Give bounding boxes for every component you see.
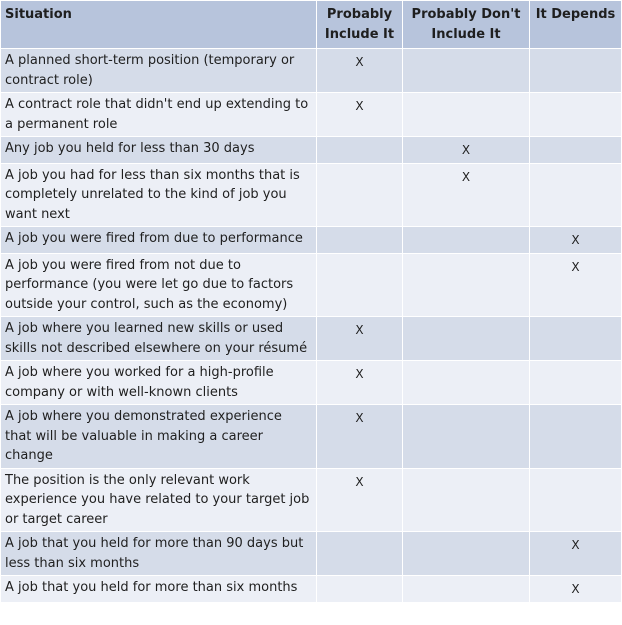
table-row [1,361,622,405]
dont-include-mark-cell: X [403,163,530,227]
situation-cell: A job you were fired from due to performance [1,227,317,254]
situation-cell: A contract role that didn't end up extending to a permanent role [1,93,317,137]
include-mark-cell [317,532,403,576]
depends-mark-cell [530,49,622,93]
table-row [1,405,622,469]
situation-cell: A job that you held for more than six months [1,576,317,603]
table-row [1,253,622,317]
header-situation: Situation [1,1,317,49]
situation-cell: A job where you demonstrated experience that will be valuable in making a career change [1,405,317,469]
dont-include-mark-cell [403,576,530,603]
include-mark-cell: X [317,405,403,469]
depends-mark-cell [530,361,622,405]
dont-include-mark-cell [403,227,530,254]
table-row [1,137,622,164]
depends-mark-cell [530,163,622,227]
table-body [1,49,622,603]
include-mark-cell [317,576,403,603]
dont-include-mark-cell [403,532,530,576]
table-row [1,576,622,603]
depends-mark-cell [530,468,622,532]
dont-include-mark-cell [403,468,530,532]
depends-mark-cell: X [530,227,622,254]
table-row [1,227,622,254]
include-mark-cell: X [317,317,403,361]
situation-cell: Any job you held for less than 30 days [1,137,317,164]
include-mark-cell: X [317,468,403,532]
table-row [1,468,622,532]
depends-mark-cell [530,405,622,469]
depends-mark-cell [530,137,622,164]
dont-include-mark-cell: X [403,137,530,164]
include-mark-cell [317,227,403,254]
situation-cell: A planned short-term position (temporary or contract role) [1,49,317,93]
dont-include-mark-cell [403,405,530,469]
depends-mark-cell: X [530,532,622,576]
header-probably-dont-include: Probably Don't Include It [403,1,530,49]
dont-include-mark-cell [403,49,530,93]
depends-mark-cell: X [530,576,622,603]
dont-include-mark-cell [403,361,530,405]
depends-mark-cell [530,93,622,137]
table-row [1,532,622,576]
table-row [1,93,622,137]
dont-include-mark-cell [403,317,530,361]
table-row [1,317,622,361]
situation-cell: A job where you worked for a high-profile company or with well-known clients [1,361,317,405]
header-probably-include: Probably Include It [317,1,403,49]
include-mark-cell: X [317,93,403,137]
table-row [1,49,622,93]
include-mark-cell [317,163,403,227]
header-row [1,1,622,49]
include-mark-cell [317,137,403,164]
situation-cell: A job you were fired from not due to performance (you were let go due to factors outside your control, such as the economy) [1,253,317,317]
depends-mark-cell [530,317,622,361]
table-row [1,163,622,227]
dont-include-mark-cell [403,93,530,137]
include-mark-cell: X [317,361,403,405]
header-it-depends: It Depends [530,1,622,49]
include-mark-cell: X [317,49,403,93]
situation-cell: A job you had for less than six months that is completely unrelated to the kind of job you want next [1,163,317,227]
depends-mark-cell: X [530,253,622,317]
situation-cell: A job that you held for more than 90 days but less than six months [1,532,317,576]
dont-include-mark-cell [403,253,530,317]
situation-cell: The position is the only relevant work experience you have related to your target job or target career [1,468,317,532]
situation-cell: A job where you learned new skills or used skills not described elsewhere on your résumé [1,317,317,361]
include-mark-cell [317,253,403,317]
